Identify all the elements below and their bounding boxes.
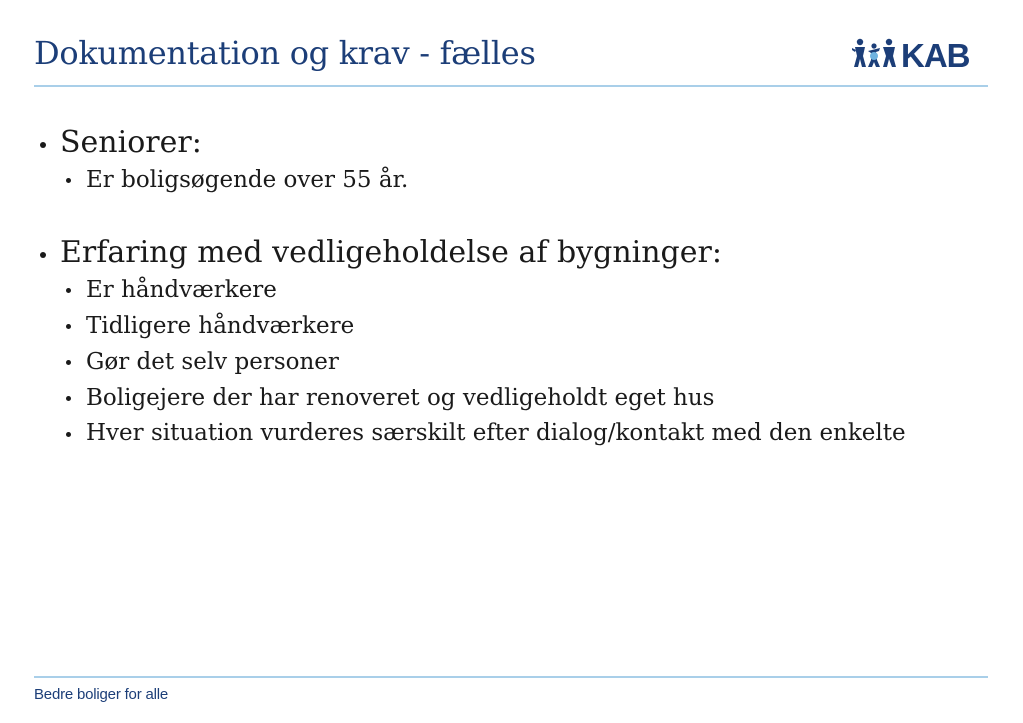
- footer-divider: [34, 676, 988, 678]
- title-divider: [34, 85, 988, 87]
- footer-tagline: Bedre boliger for alle: [34, 686, 169, 703]
- bullet-item: Tidligere håndværkere: [62, 308, 976, 344]
- kab-logo-icon: [852, 36, 986, 70]
- bullet-item: Gør det selv personer: [62, 344, 976, 380]
- bullet-heading-seniorer: Seniorer:: [36, 124, 976, 162]
- slide-title: Dokumentation og krav - fælles: [34, 34, 536, 72]
- bullet-item: Er håndværkere: [62, 272, 976, 308]
- bullet-item: Hver situation vurderes særskilt efter dialog/kontakt med den enkelte: [62, 416, 916, 451]
- bullet-item: Boligejere der har renoveret og vedligeholdt eget hus: [62, 380, 976, 416]
- slide-content: [36, 124, 976, 451]
- svg-text:KAB: KAB: [901, 37, 970, 70]
- bullet-heading-erfaring: Erfaring med vedligeholdelse af bygninger:: [36, 234, 976, 272]
- bullet-item: Er boligsøgende over 55 år.: [62, 162, 976, 198]
- kab-logo: [852, 36, 986, 70]
